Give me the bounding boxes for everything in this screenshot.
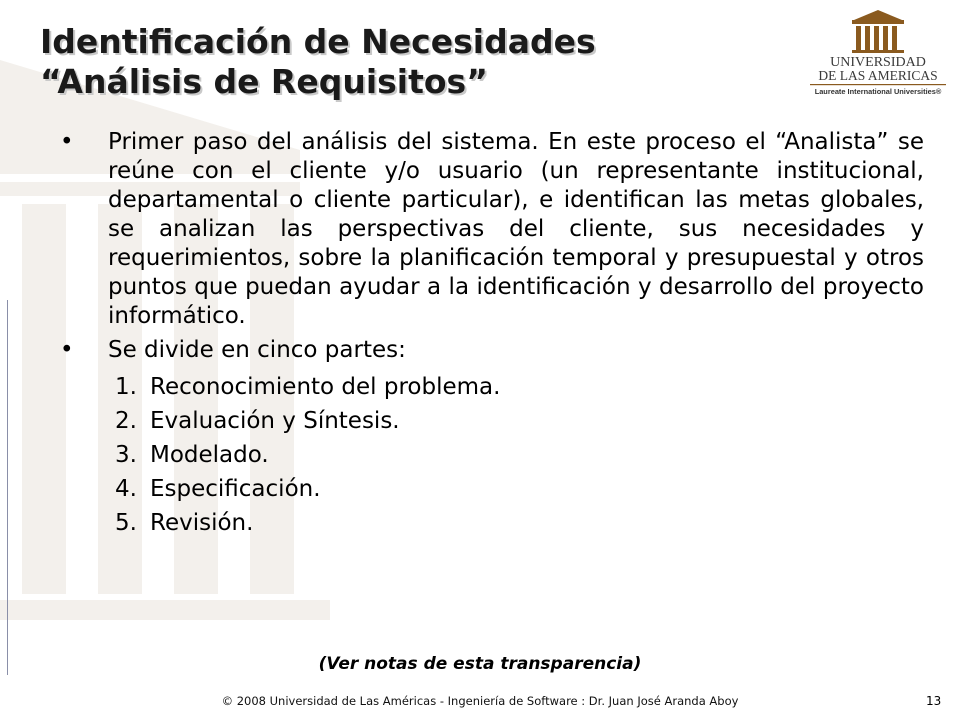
list-item <box>60 440 940 474</box>
bullet-text: Primer paso del análisis del sistema. En este proceso el “Analista” se reúne con el cliente y/o usuario (un representante institucional, departamental o cliente particular), e identifican las metas globales, se analizan las perspectivas del cliente, sus necesidades y requerimientos, sobre la planificación temporal y presupuestal y otros puntos que puedan ayudar a la identificación y desarrollo del proyecto informático. <box>108 129 924 329</box>
page-number: 13 <box>926 694 942 708</box>
title-line-2: “Análisis de Requisitos” <box>40 62 488 101</box>
list-number: 5. <box>115 510 137 536</box>
list-text: Especificación. <box>150 476 321 502</box>
left-rule <box>7 300 8 675</box>
list-number: 3. <box>115 442 137 468</box>
list-text: Revisión. <box>150 510 254 536</box>
logo-line-1: UNIVERSIDAD <box>830 55 926 70</box>
bullet-symbol: • <box>60 337 74 363</box>
list-item <box>60 372 940 406</box>
list-number: 1. <box>115 374 137 400</box>
list-text: Modelado. <box>150 442 269 468</box>
list-text: Evaluación y Síntesis. <box>150 408 400 434</box>
list-number: 2. <box>115 408 137 434</box>
bullet-symbol: • <box>60 129 74 155</box>
notes-reference: (Ver notas de esta transparencia) <box>318 654 642 674</box>
bullet-item <box>60 336 940 365</box>
bullet-item <box>60 128 940 331</box>
list-item <box>60 508 940 542</box>
columns-building-icon <box>852 10 904 53</box>
bullet-text: Se divide en cinco partes: <box>108 337 406 363</box>
logo-line-2: DE LAS AMERICAS <box>818 68 938 83</box>
footer-copyright: © 2008 Universidad de Las Américas - Ingeniería de Software : Dr. Juan José Aranda Aboy <box>221 694 739 708</box>
list-text: Reconocimiento del problema. <box>150 374 501 400</box>
university-logo <box>806 8 950 100</box>
numbered-list <box>60 372 940 542</box>
list-item <box>60 406 940 440</box>
list-item <box>60 474 940 508</box>
logo-line-3: Laureate International Universities® <box>814 87 942 96</box>
title-line-1: Identificación de Necesidades <box>40 22 596 61</box>
slide-body <box>60 128 940 542</box>
slide-title <box>40 22 596 102</box>
list-number: 4. <box>115 476 137 502</box>
